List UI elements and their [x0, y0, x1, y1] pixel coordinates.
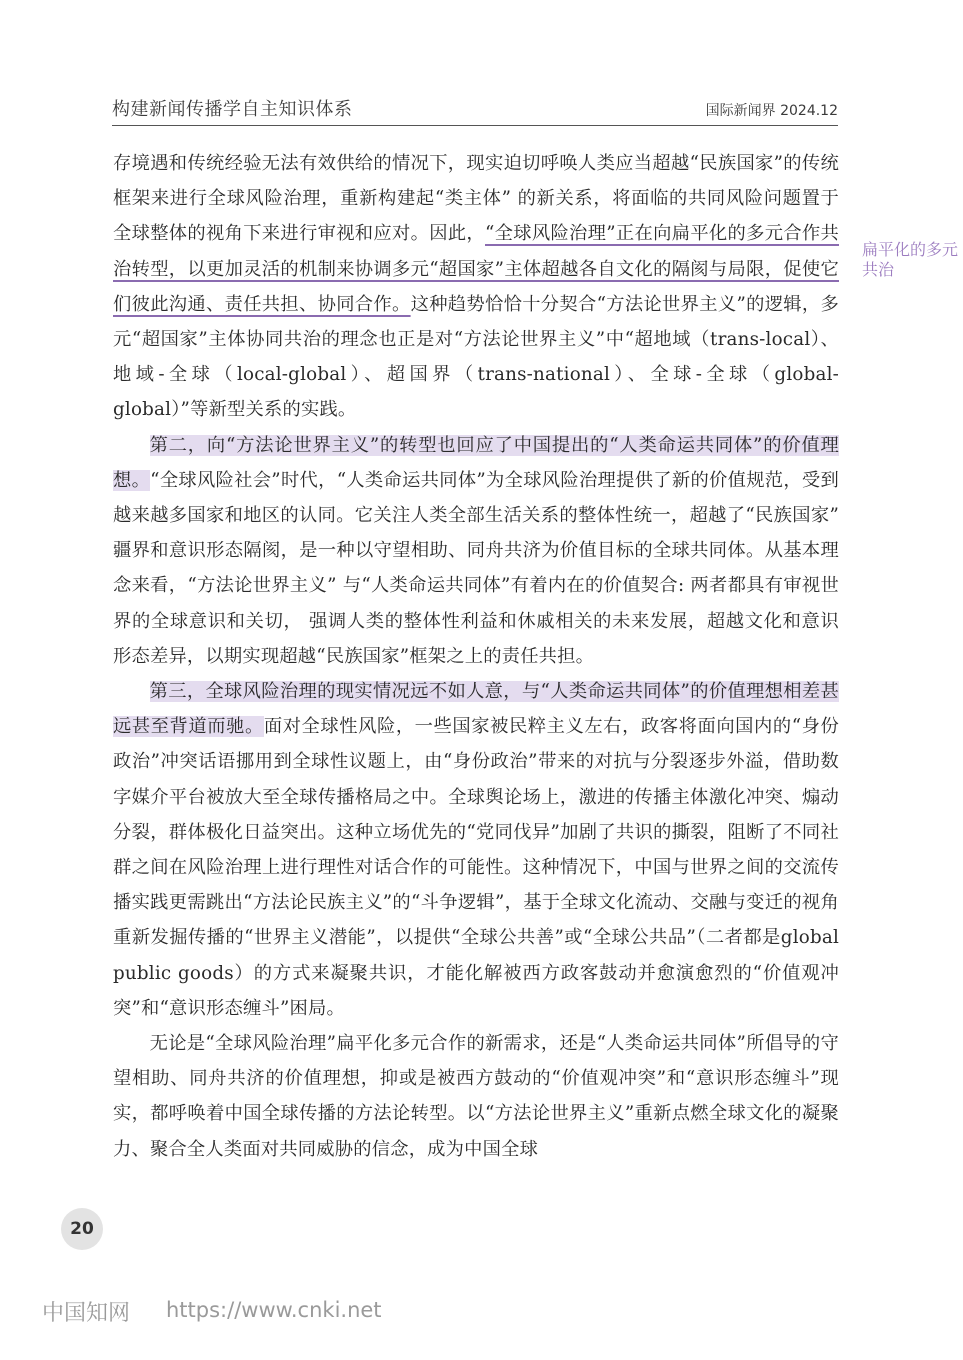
page-number: 20 — [61, 1208, 103, 1250]
paragraph-4: 无论是“全球风险治理”扁平化多元合作的新需求，还是“人类命运共同体”所倡导的守望相助、同舟共济的价值理想，抑或是被西方鼓动的“价值观冲突”和“意识形态缠斗”现实，都呼唤着中国全球传播的方法论转型。以“方法论世界主义”重新点燃全球文化的凝聚力、聚合全人类面对共同威胁的信念，成为中国全球 — [113, 1033, 839, 1160]
margin-annotation: 扁平化的多元共治 — [862, 240, 959, 279]
paragraph-3-text-b: 面对全球性风险，一些国家被民粹主义左右，政客将面向国内的“身份政治”冲突话语挪用到全球性议题上，由“身份政治”带来的对抗与分裂逐步外溢，借助数字媒介平台被放大至全球传播格局之中。全球舆论场上，激进的传播主体激化冲突、煽动分裂，群体极化日益突出。这种立场优先的“党同伐异”加剧了共识的撕裂，阻断了不同社群之间在风险治理上进行理性对话合作的可能性。这种情况下，中国与世界之间的交流传播实践更需跳出“方法论民族主义”的“斗争逻辑”，基于全球文化流动、交融与变迁的视角重新发掘传播的“世界主义潜能”，以提供“全球公共善”或“全球公共品”（二者都是global public goods）的方式来凝聚共识，才能化解被西方政客鼓动并愈演愈烈的“价值观冲突”和“意识形态缠斗”困局。 — [113, 716, 840, 1019]
highlighted-passage-2: 第三，全球风险治理的现实情况远不如人意，与“人类命运共同体”的价值理想相差甚远甚至背道而驰。 — [113, 681, 839, 738]
paragraph-1-text-a: 存境遇和传统经验无法有效供给的情况下，现实迫切呼唤人类应当超越“民族国家”的传统框架来进行全球风险治理，重新构建起“类主体” 的新关系，将面临的共同风险问题置于全球整体的视角下来进行审视和应对。因此， — [113, 153, 839, 245]
paragraph-2-text-b: “全球风险社会”时代，“人类命运共同体”为全球风险治理提供了新的价值规范，受到越来越多国家和地区的认同。它关注人类全部生活关系的整体性统一，超越了“民族国家” 疆界和意识形态隔阂，是一种以守望相助、同舟共济为价值目标的全球共同体。从基本理念来看，“方法论世界主义” 与“人类命运共同体”有着内在的价值契合: 两者都具有审视世界的全球意识和关切， 强调人类的整体性利益和休戚相关的未来发展，超越文化和意识形态差异，以期实现超越“民族国家”框架之上的责任共担。 — [113, 469, 839, 667]
paragraph-1 — [113, 146, 839, 428]
running-header-title: 构建新闻传播学自主知识体系 — [112, 99, 353, 120]
highlighted-passage-1: 第二，向“方法论世界主义”的转型也回应了中国提出的“人类命运共同体”的价值理想。 — [113, 434, 839, 491]
header-divider — [112, 125, 838, 126]
paragraph-2 — [113, 428, 839, 674]
running-header-journal: 国际新闻界 2024.12 — [705, 103, 838, 119]
cnki-logo-text: 中国知网 — [42, 1301, 131, 1326]
article-body — [113, 146, 839, 1167]
paragraph-1-text-c: 这种趋势恰恰十分契合“方法论世界主义”的逻辑，多元“超国家”主体协同共治的理念也正是对“方法论世界主义”中“超地域（trans-local）、地域-全球（local-global）、超国界（trans-national）、全球-全球（global-global）”等新型关系的实践。 — [113, 293, 839, 421]
paragraph-3 — [113, 674, 839, 1026]
underlined-passage: “全球风险治理”正在向扁平化的多元合作共治转型，以更加灵活的机制来协调多元“超国家”主体超越各自文化的隔阂与局限，促使它们彼此沟通、责任共担、协同合作。 — [113, 223, 839, 315]
cnki-url: https://www.cnki.net — [166, 1298, 382, 1322]
